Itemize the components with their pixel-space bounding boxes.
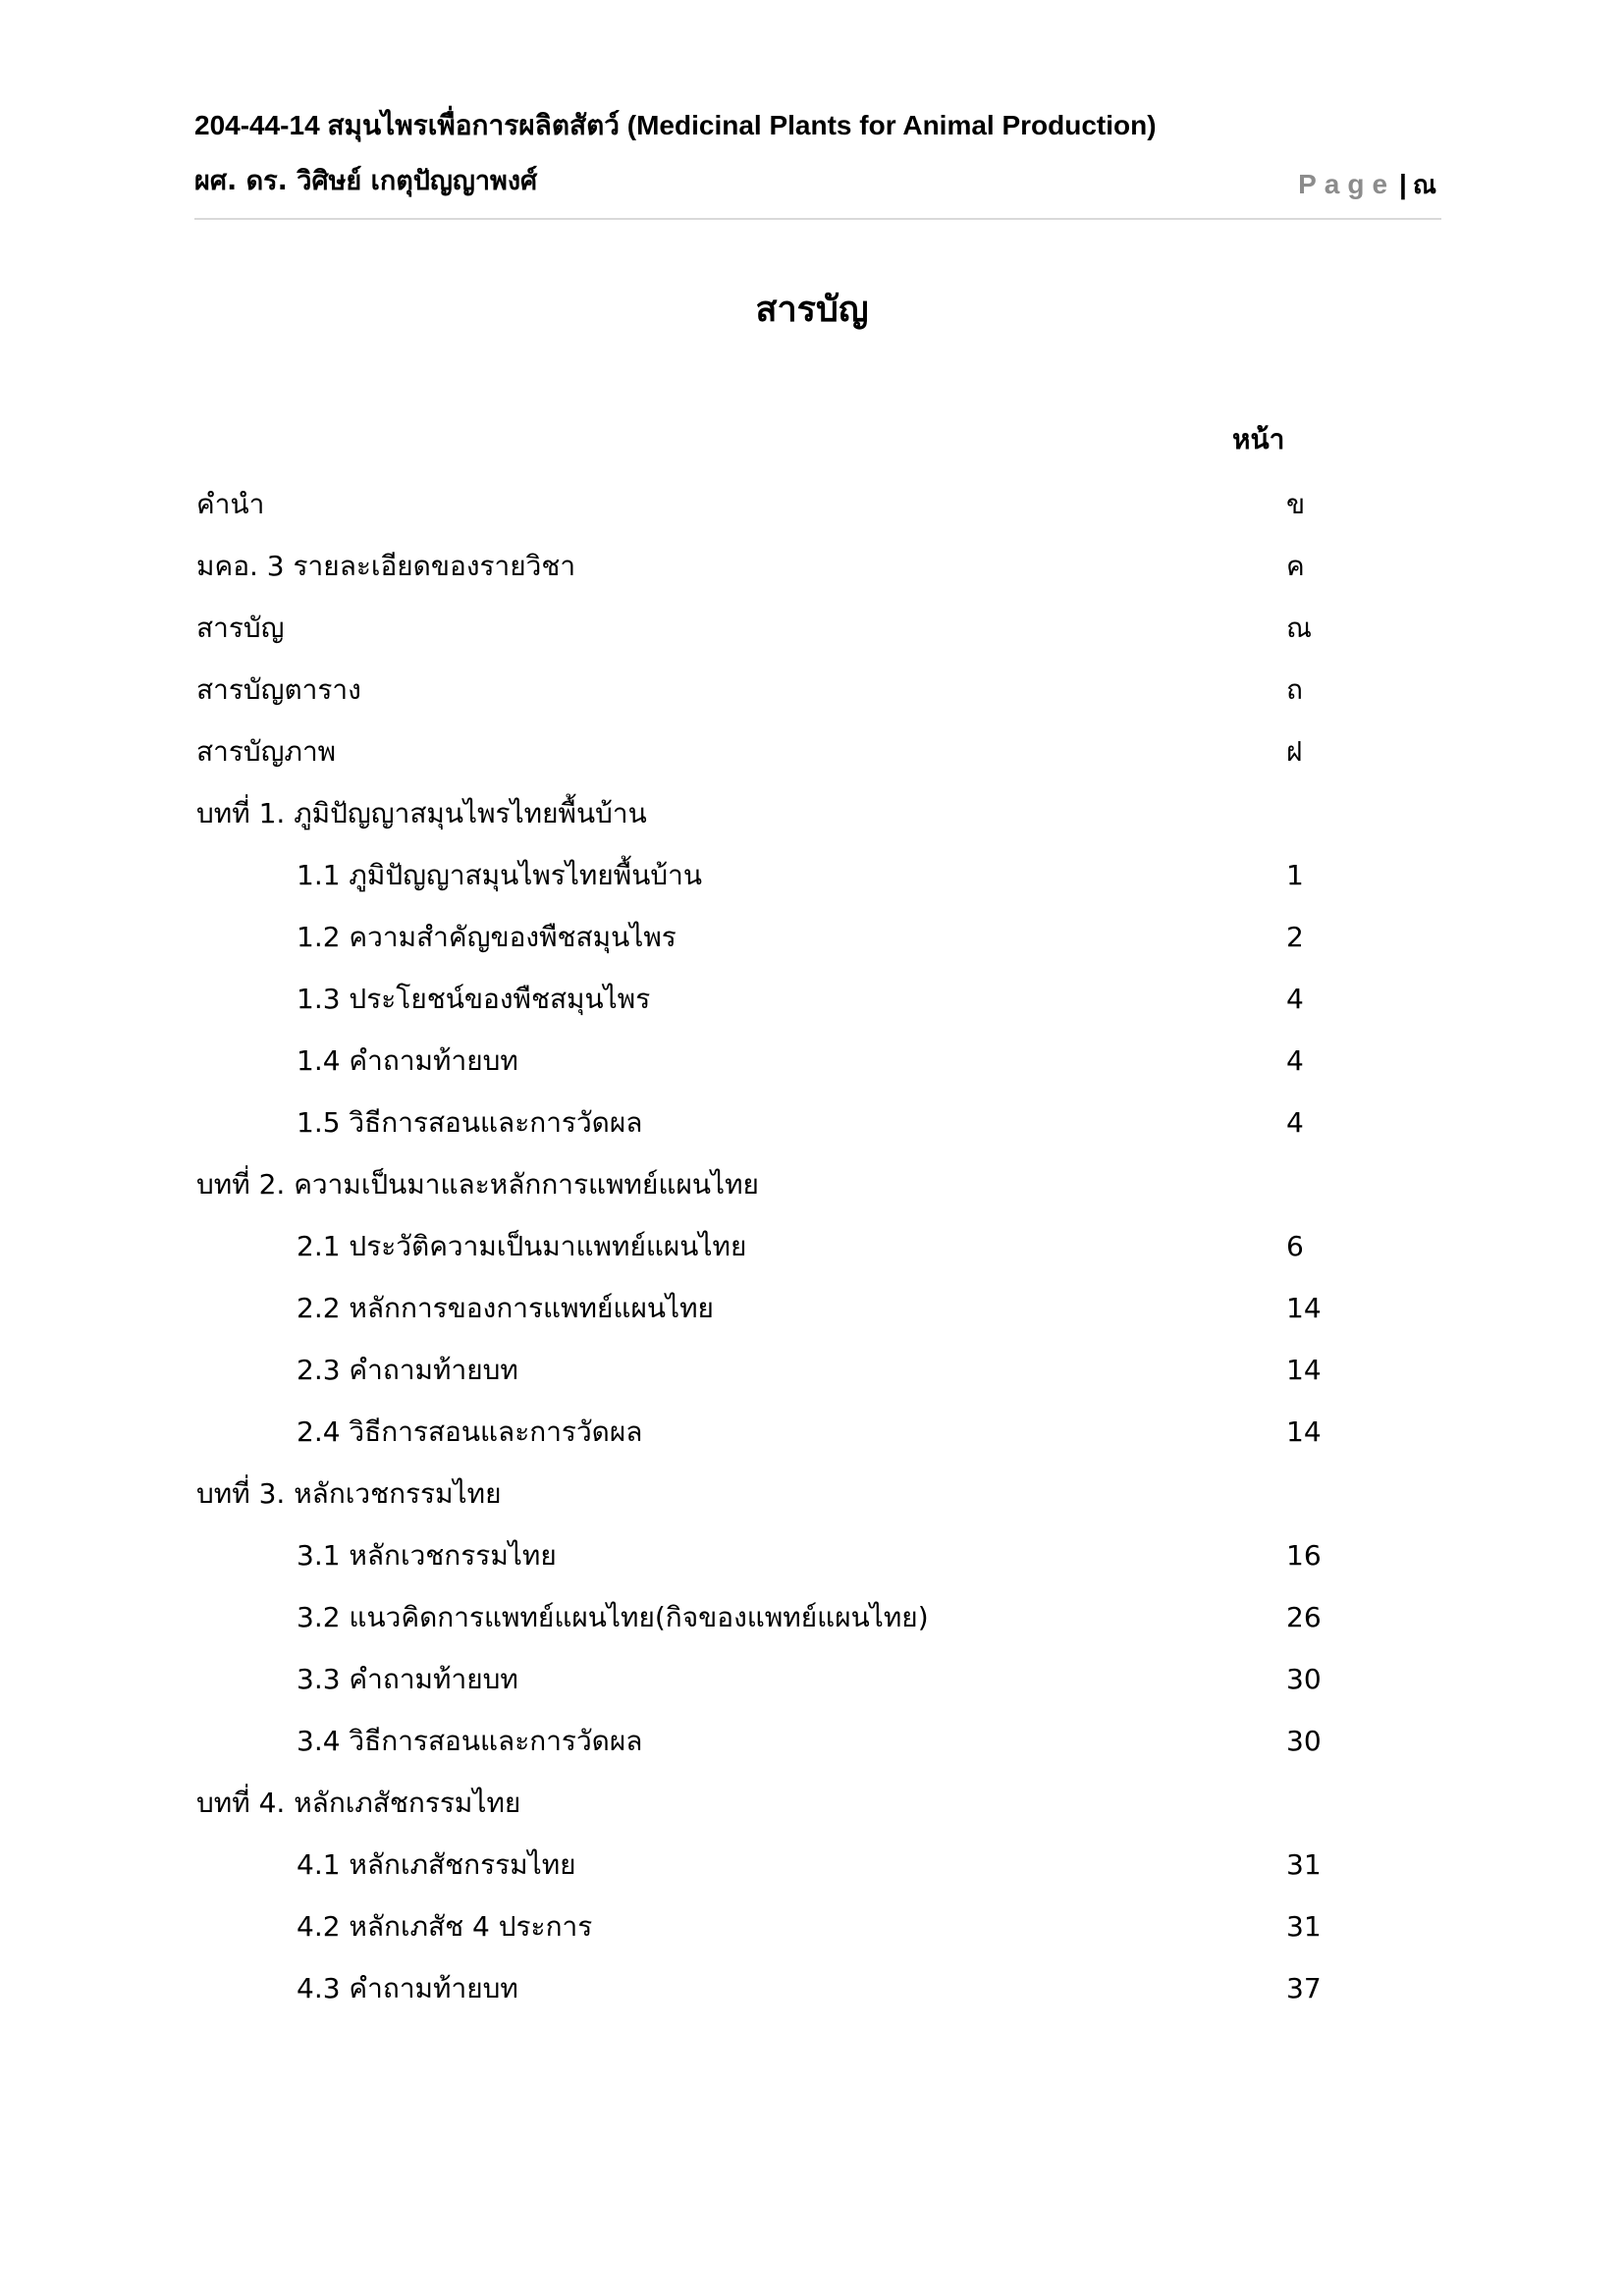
course-title: 204-44-14 สมุนไพรเพื่อการผลิตสัตว์ (Medicinal Plants for Animal Production) <box>194 110 1157 140</box>
toc-entry-label: 4.2 หลักเภสัช 4 ประการ <box>297 1910 593 1943</box>
toc-entry-page: ถ <box>1286 673 1303 706</box>
toc-entry-label: 2.4 วิธีการสอนและการวัดผล <box>297 1415 643 1448</box>
toc-entry-label: 4.3 คำถามท้ายบท <box>297 1972 518 2004</box>
toc-entry-label: สารบัญตาราง <box>196 673 361 706</box>
toc-chapter-label: บทที่ 1. ภูมิปัญญาสมุนไพรไทยพื้นบ้าน <box>196 797 647 829</box>
toc-chapter <box>0 1463 1624 1524</box>
toc-entry-label: 1.3 ประโยชน์ของพืชสมุนไพร <box>297 983 651 1015</box>
toc-entry-page: 2 <box>1286 921 1304 953</box>
toc-entry-page: 30 <box>1286 1663 1322 1695</box>
toc-entry-label: 1.2 ความสำคัญของพืชสมุนไพร <box>297 921 677 953</box>
toc-entry-page: 31 <box>1286 1910 1322 1943</box>
toc-entry <box>0 1586 1624 1648</box>
toc-entry-page: 4 <box>1286 1044 1304 1077</box>
toc-entry-page: 4 <box>1286 983 1304 1015</box>
toc-entry-label: 1.5 วิธีการสอนและการวัดผล <box>297 1106 643 1139</box>
toc-entry-label: 3.3 คำถามท้ายบท <box>297 1663 518 1695</box>
toc-entry-label: มคอ. 3 รายละเอียดของรายวิชา <box>196 550 576 582</box>
toc-entry <box>0 968 1624 1030</box>
toc-entry <box>0 473 1624 535</box>
toc-chapter-label: บทที่ 4. หลักเภสัชกรรมไทย <box>196 1787 521 1819</box>
page-separator: | <box>1399 169 1407 199</box>
toc-chapter-label: บทที่ 2. ความเป็นมาและหลักการแพทย์แผนไทย <box>196 1168 759 1201</box>
toc-entry <box>0 1277 1624 1339</box>
toc-entry <box>0 1339 1624 1401</box>
toc-entry-page: 37 <box>1286 1972 1322 2004</box>
toc-entry-label: 3.1 หลักเวชกรรมไทย <box>297 1539 557 1572</box>
toc-entry-page: 6 <box>1286 1230 1304 1262</box>
page-number: ณ <box>1412 171 1436 200</box>
toc-entry <box>0 1524 1624 1586</box>
toc-entry <box>0 1401 1624 1463</box>
toc-entry-page: 4 <box>1286 1106 1304 1139</box>
toc-entry <box>0 1030 1624 1092</box>
toc-entry-label: คำนำ <box>196 488 265 520</box>
toc-entry <box>0 659 1624 721</box>
toc-entry <box>0 597 1624 659</box>
page-indicator <box>1298 161 1436 209</box>
toc-entry <box>0 1092 1624 1153</box>
toc-entry <box>0 1896 1624 1957</box>
toc-entry-page: ข <box>1286 488 1306 520</box>
toc-entry <box>0 906 1624 968</box>
toc-entry-page: 26 <box>1286 1601 1322 1633</box>
toc-entry-label: 2.1 ประวัติความเป็นมาแพทย์แผนไทย <box>297 1230 747 1262</box>
toc-entry-label: 3.2 แนวคิดการแพทย์แผนไทย(กิจของแพทย์แผนไทย) <box>297 1601 929 1633</box>
toc-entry-label: 4.1 หลักเภสัชกรรมไทย <box>297 1848 576 1881</box>
toc-entry-page: 30 <box>1286 1725 1322 1757</box>
toc-chapter <box>0 1772 1624 1834</box>
toc-entry-page: ฝ <box>1286 735 1303 768</box>
toc-entry <box>0 1648 1624 1710</box>
toc-entry-page: 1 <box>1286 859 1304 891</box>
toc-entry <box>0 1215 1624 1277</box>
toc-entry-page: 16 <box>1286 1539 1322 1572</box>
toc-chapter <box>0 782 1624 844</box>
toc-entry-page: ค <box>1286 550 1305 582</box>
page-header <box>194 102 1441 220</box>
page-title: สารบัญ <box>755 290 869 330</box>
toc-entry <box>0 844 1624 906</box>
toc-entry <box>0 535 1624 597</box>
toc-entry-label: 2.2 หลักการของการแพทย์แผนไทย <box>297 1292 714 1324</box>
toc-entry <box>0 721 1624 782</box>
toc-entry-label: สารบัญภาพ <box>196 735 337 768</box>
toc-entry <box>0 1710 1624 1772</box>
toc-entry-label: 2.3 คำถามท้ายบท <box>297 1354 518 1386</box>
toc-entry <box>0 1834 1624 1896</box>
author-name: ผศ. ดร. วิศิษย์ เกตุปัญญาพงศ์ <box>194 166 538 196</box>
toc-entry <box>0 1957 1624 2019</box>
toc-entry-page: 14 <box>1286 1415 1322 1448</box>
toc-entry-label: สารบัญ <box>196 612 285 644</box>
page-word: Page <box>1298 169 1396 199</box>
toc-entry-label: 1.1 ภูมิปัญญาสมุนไพรไทยพื้นบ้าน <box>297 859 702 891</box>
toc-entry-label: 3.4 วิธีการสอนและการวัดผล <box>297 1725 643 1757</box>
toc-entry-page: 14 <box>1286 1354 1322 1386</box>
page-column-header: หน้า <box>1232 423 1285 455</box>
toc-entry-page: 31 <box>1286 1848 1322 1881</box>
toc-entry-page: ณ <box>1286 612 1312 644</box>
toc-entry-label: 1.4 คำถามท้ายบท <box>297 1044 518 1077</box>
toc-entry-page: 14 <box>1286 1292 1322 1324</box>
toc-chapter-label: บทที่ 3. หลักเวชกรรมไทย <box>196 1477 502 1510</box>
toc-chapter <box>0 1153 1624 1215</box>
